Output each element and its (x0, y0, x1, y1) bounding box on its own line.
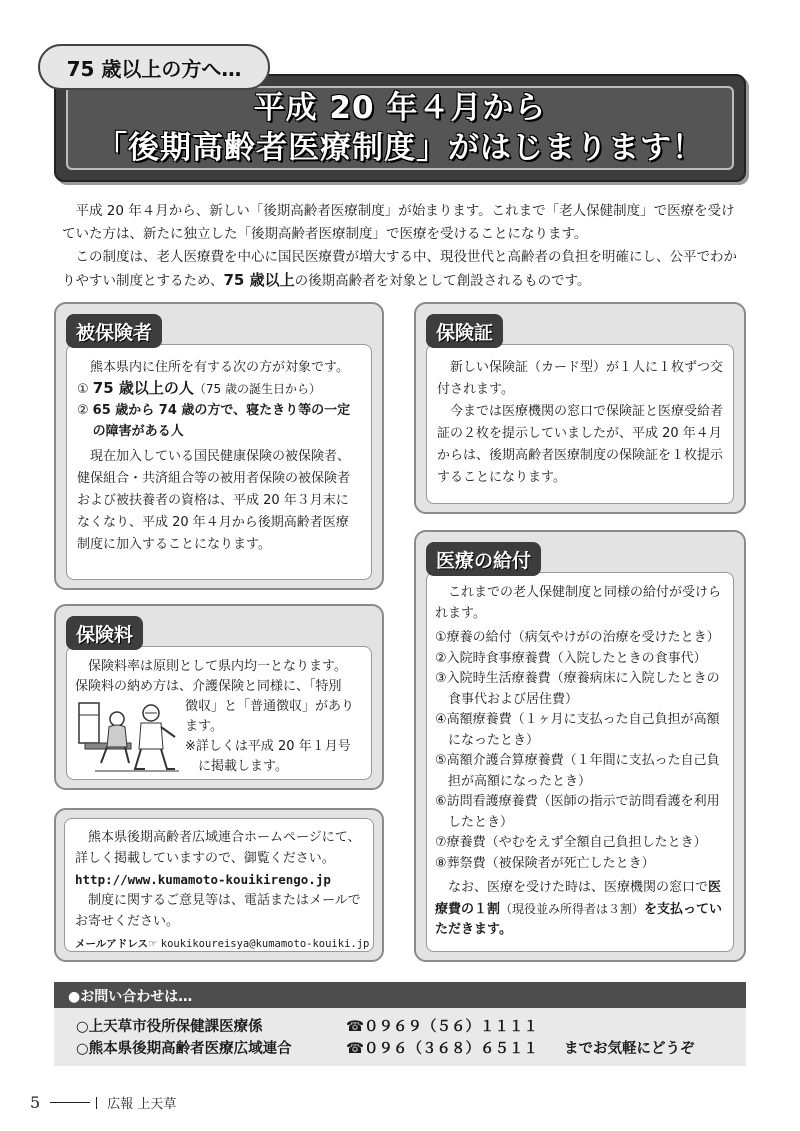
insured-body (66, 344, 372, 580)
insured-item-1 (77, 378, 361, 400)
benefits-note-a: なお、医療を受けた時は、医療機関の窓口で (448, 880, 709, 895)
website-link[interactable]: http://www.kumamoto-kouikirengo.jp (75, 872, 331, 887)
intro-paragraph-1: 平成 20 年４月から、新しい「後期高齢者医療制度」が始まります。これまで「老人保健制度」で医療を受けていた方は、新たに独立した「後期高齢者医療制度」で医療を受けることになります。 (62, 203, 735, 242)
intro-p2-a: この制度は、老人医療費を中心に国民医療費が増大する中、現役世代と高齢者の負担を明確にし、公平でわかりやすい制度とするため、 (62, 249, 737, 289)
contact-tel-city[interactable]: ☎０９６９（５６）１１１１ (346, 1019, 539, 1035)
page-footer (30, 1093, 176, 1112)
benefit-item-6: ⑥訪問看護療養費（医師の指示で訪問看護を利用したとき） (435, 794, 720, 830)
pointing-hand-icon: ☞ (147, 938, 158, 950)
premium-paragraph-2b: 徴収」と「普通徴収」があり (185, 699, 355, 714)
audience-tag (38, 44, 270, 90)
contact-org-union: ○熊本県後期高齢者医療広域連合 (76, 1041, 292, 1057)
intro-paragraph-2 (62, 246, 742, 293)
premium-note-2: に掲載します。 (198, 759, 288, 774)
web-body (64, 818, 374, 952)
benefits-body (426, 572, 734, 952)
benefits-note (435, 878, 725, 941)
intro-text (62, 200, 742, 293)
insured-section (54, 302, 384, 590)
insured-item-2-mark: ② (77, 403, 89, 418)
card-body (426, 344, 734, 504)
page-number: 5 (30, 1093, 41, 1112)
benefits-note-b: （現役並み所得者は３割） (500, 901, 645, 916)
mail-label: メールアドレス (75, 938, 148, 950)
title-panel (54, 74, 746, 182)
insured-body-text: 現在加入している国民健康保険の被保険者、健保組合・共済組合等の被用者保険の被保険者および被扶養者の資格は、平成 20 年３月末になくなり、平成 20 年４月から後期高齢者医療制度に加入することになります。 (77, 449, 351, 552)
web-paragraph-1: 熊本県後期高齢者広域連合ホームページにて、詳しく掲載していますので、御覧ください。 (75, 830, 361, 866)
premium-section (54, 604, 384, 790)
insured-item-2 (77, 400, 361, 442)
web-paragraph-2: 制度に関するご意見等は、電話またはメールでお寄せください。 (75, 893, 361, 929)
benefit-item-5: ⑤高額介護合算療養費（１年間に支払った自己負担が高額になったとき） (435, 753, 720, 789)
card-paragraph-1: 新しい保険証（カード型）が１人に１枚ずつ交付されます。 (437, 360, 724, 397)
footer-tick (96, 1097, 97, 1109)
insured-item-1-bold: 75 歳以上の人 (92, 379, 194, 397)
benefit-item-3: ③入院時生活療養費（療養病床に入院したときの食事代および居住費） (435, 671, 720, 707)
contact-org-city: ○上天草市役所保健課医療係 (76, 1019, 263, 1035)
contact-extra-union: までお気軽にどうぞ (564, 1041, 695, 1057)
benefits-lead: これまでの老人保健制度と同様の給付が受けられます。 (435, 585, 722, 621)
title-inner (66, 86, 734, 170)
insured-item-1-mark: ① (77, 382, 89, 397)
premium-heading: 保険料 (66, 616, 143, 650)
benefit-item-8: ⑧葬祭費（被保険者が死亡したとき） (435, 855, 655, 871)
benefits-note-bold: 医療費の１割 (435, 880, 722, 917)
premium-body (66, 646, 372, 780)
insured-heading: 被保険者 (66, 314, 162, 348)
premium-paragraph-2c: ます。 (185, 719, 223, 734)
insured-lead: 熊本県内に住所を有する次の方が対象です。 (90, 360, 349, 375)
intro-p2-b: の後期高齢者を対象として創設されるものです。 (294, 273, 591, 289)
title-line-2: 「後期高齢者医療制度」がはじまります！ (96, 130, 704, 166)
benefit-item-7: ⑦療養費（やむをえず全額自己負担したとき） (435, 835, 707, 850)
web-section (54, 808, 384, 962)
premium-paragraph-1: 保険料率は原則として県内均一となります。 (88, 659, 347, 674)
contact-heading: ●お問い合わせは… (54, 982, 746, 1008)
premium-paragraph-2a: 保険料の納め方は、介護保険と同様に、「特別 (75, 679, 342, 694)
insured-item-2-bold: 65 歳から 74 歳の方で、寝たきり等の一定の障害がある人 (92, 403, 351, 439)
contact-tel-union[interactable]: ☎０９６（３６８）６５１１ (346, 1041, 539, 1057)
card-section (414, 302, 746, 514)
footer-rule (50, 1102, 90, 1103)
insured-item-1-note: （75 歳の誕生日から） (193, 382, 321, 396)
benefits-heading: 医療の給付 (426, 542, 541, 576)
mail-row (75, 934, 370, 955)
card-heading: 保険証 (426, 314, 503, 348)
benefit-item-4: ④高額療養費（１ヶ月に支払った自己負担が高額になったとき） (435, 712, 720, 748)
email-link[interactable]: koukikoureisya@kumamoto-kouiki.jp (160, 938, 370, 950)
benefits-section (414, 530, 746, 962)
intro-p2-bold: 75 歳以上 (223, 271, 295, 289)
card-paragraph-2: 今までは医療機関の窓口で保険証と医療受給者証の２枚を提示していましたが、平成 20 年４月からは、後期高齢者医療制度の保険証を１枚提示することになります。 (437, 404, 724, 485)
premium-note-1: ※詳しくは平成 20 年１月号 (185, 739, 351, 754)
contact-row-city (76, 1016, 724, 1038)
benefits-note-c: を支払っていただきます。 (435, 901, 723, 937)
contact-panel (54, 1008, 746, 1066)
seniors-illustration-icon (75, 697, 185, 777)
benefit-item-2: ②入院時食事療養費（入院したときの食事代） (435, 650, 707, 666)
title-line-1: 平成 20 年４月から (253, 90, 547, 126)
contact-row-union (76, 1038, 724, 1060)
publication-name: 広報 上天草 (107, 1097, 177, 1112)
benefit-item-1: ①療養の給付（病気やけがの治療を受けたとき） (435, 630, 720, 645)
audience-tag-text: 75 歳以上の方へ… (66, 56, 242, 81)
